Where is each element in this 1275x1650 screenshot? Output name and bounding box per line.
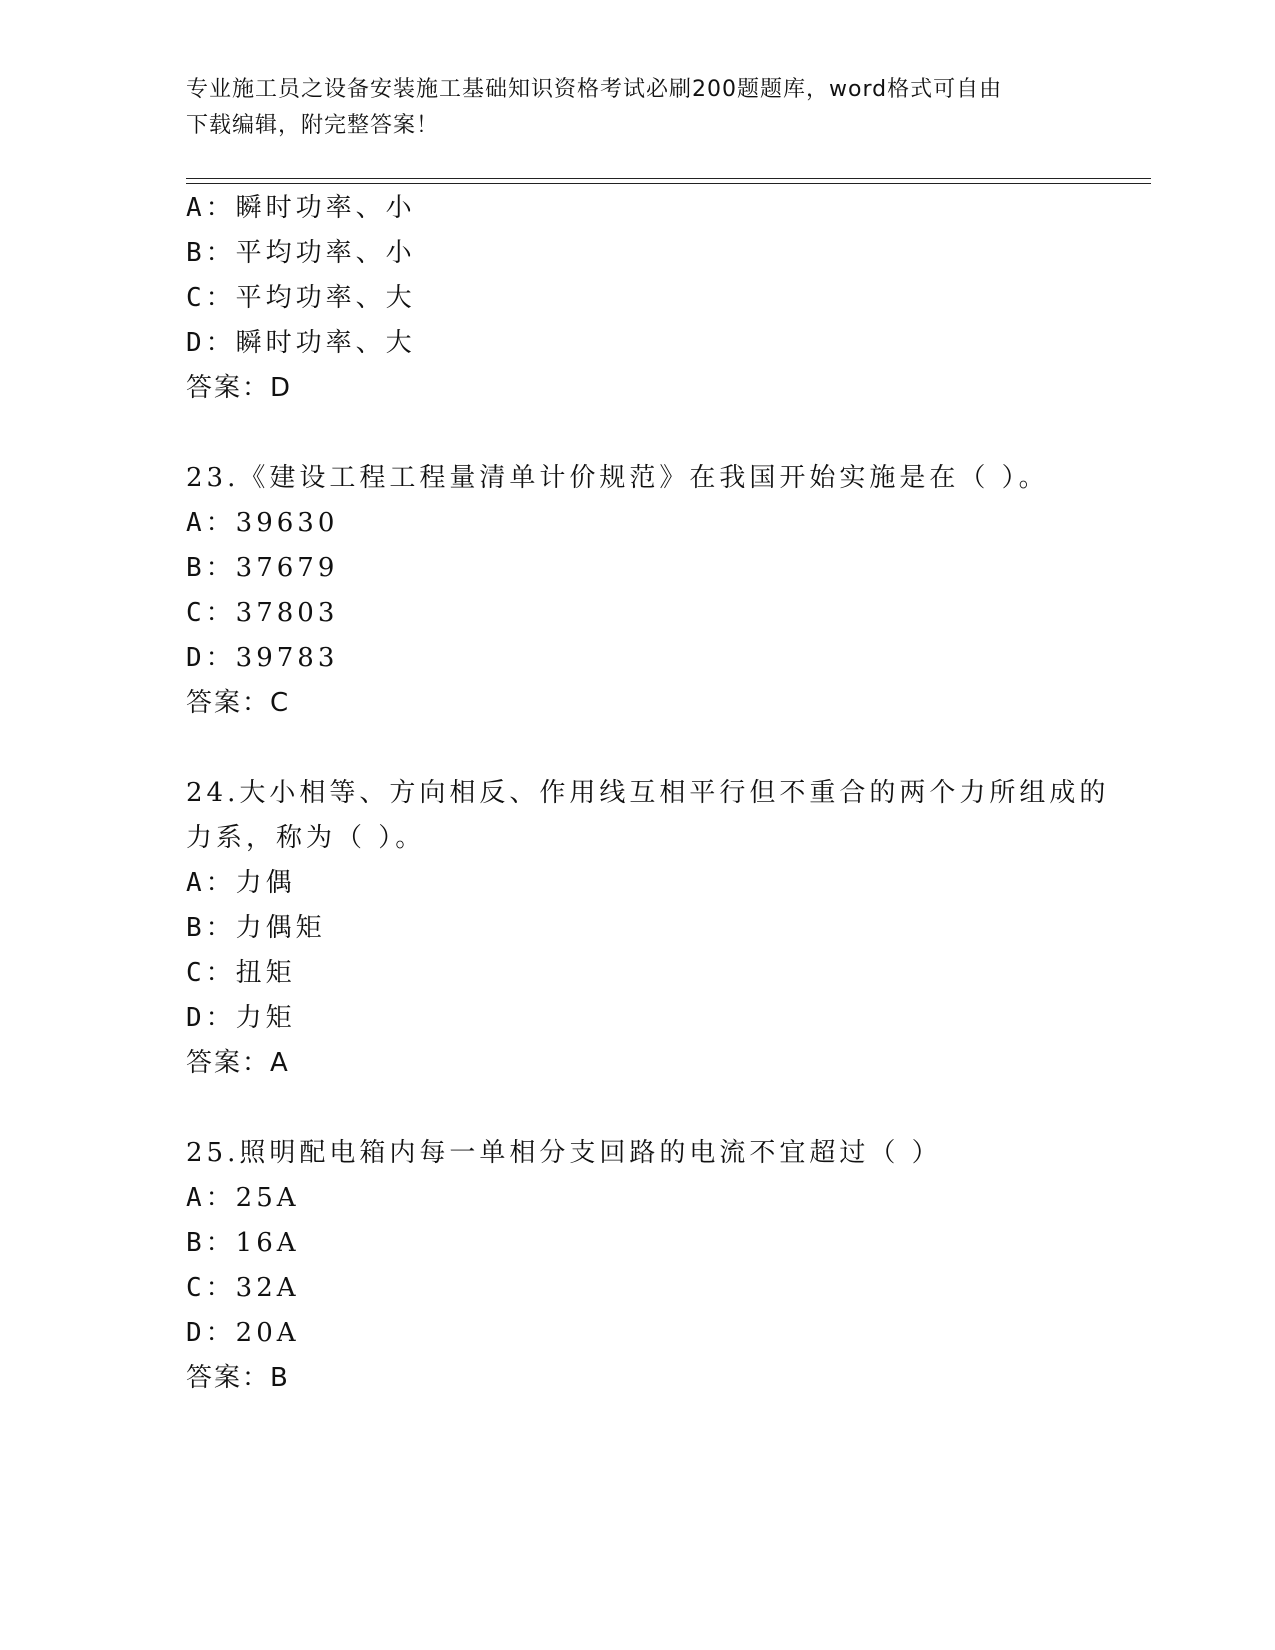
option-text: 20A bbox=[235, 1318, 300, 1348]
q25-option-c bbox=[186, 1270, 300, 1306]
option-text: 37679 bbox=[235, 553, 339, 583]
question-23-stem bbox=[186, 460, 1049, 496]
option-label: C： bbox=[186, 958, 236, 988]
option-label: A： bbox=[186, 193, 236, 223]
header-line-1: 专业施工员之设备安装施工基础知识资格考试必刷200题题库，word格式可自由 bbox=[186, 77, 1003, 102]
q23-option-a bbox=[186, 505, 338, 541]
option-text: 瞬时功率、小 bbox=[235, 193, 416, 223]
q23-option-d bbox=[186, 640, 338, 676]
q25-option-a bbox=[186, 1180, 300, 1216]
option-label: D： bbox=[186, 328, 236, 358]
option-text: 39783 bbox=[235, 643, 339, 673]
option-label: B： bbox=[186, 553, 236, 583]
option-label: D： bbox=[186, 643, 236, 673]
option-text: 25A bbox=[235, 1183, 300, 1213]
q24-option-b bbox=[186, 910, 326, 946]
prev-option-d bbox=[186, 325, 416, 361]
option-label: B： bbox=[186, 1228, 236, 1258]
option-text: 瞬时功率、大 bbox=[235, 328, 416, 358]
question-25-stem bbox=[186, 1135, 942, 1171]
q23-answer: 答案：C bbox=[186, 688, 291, 718]
option-label: C： bbox=[186, 283, 236, 313]
option-label: A： bbox=[186, 868, 236, 898]
document-header bbox=[186, 72, 1086, 144]
q23-option-c bbox=[186, 595, 338, 631]
option-label: B： bbox=[186, 238, 236, 268]
option-label: C： bbox=[186, 1273, 236, 1303]
option-text: 39630 bbox=[235, 508, 339, 538]
option-text: 扭矩 bbox=[235, 958, 296, 988]
option-text: 力偶 bbox=[235, 868, 296, 898]
header-line-2: 下载编辑，附完整答案！ bbox=[186, 113, 440, 138]
prev-option-a bbox=[186, 190, 416, 226]
question-stem-line: 力系，称为（ ）。 bbox=[186, 823, 426, 853]
option-label: B： bbox=[186, 913, 236, 943]
header-divider-top bbox=[186, 178, 1151, 179]
option-label: D： bbox=[186, 1318, 236, 1348]
option-text: 力偶矩 bbox=[235, 913, 326, 943]
option-text: 37803 bbox=[235, 598, 339, 628]
q25-answer: 答案：B bbox=[186, 1363, 290, 1393]
q25-option-b bbox=[186, 1225, 300, 1261]
prev-option-b bbox=[186, 235, 416, 271]
option-text: 平均功率、小 bbox=[235, 238, 416, 268]
question-24-stem-1 bbox=[186, 775, 1109, 811]
option-label: C： bbox=[186, 598, 236, 628]
question-stem-line: 25.照明配电箱内每一单相分支回路的电流不宜超过（ ） bbox=[186, 1138, 942, 1168]
q24-option-c bbox=[186, 955, 296, 991]
header-divider-bottom bbox=[186, 183, 1151, 184]
q24-option-a bbox=[186, 865, 296, 901]
option-text: 力矩 bbox=[235, 1003, 296, 1033]
q24-answer: 答案：A bbox=[186, 1048, 290, 1078]
option-label: D： bbox=[186, 1003, 236, 1033]
option-label: A： bbox=[186, 508, 236, 538]
question-24-stem-2 bbox=[186, 820, 425, 856]
question-stem-line: 23.《建设工程工程量清单计价规范》在我国开始实施是在（ ）。 bbox=[186, 463, 1049, 493]
option-text: 16A bbox=[235, 1228, 300, 1258]
q25-option-d bbox=[186, 1315, 300, 1351]
option-text: 32A bbox=[235, 1273, 300, 1303]
prev-option-c bbox=[186, 280, 416, 316]
prev-answer: 答案：D bbox=[186, 373, 293, 403]
option-label: A： bbox=[186, 1183, 236, 1213]
option-text: 平均功率、大 bbox=[235, 283, 416, 313]
q23-option-b bbox=[186, 550, 338, 586]
q24-option-d bbox=[186, 1000, 296, 1036]
question-stem-line: 24.大小相等、方向相反、作用线互相平行但不重合的两个力所组成的 bbox=[186, 778, 1110, 808]
